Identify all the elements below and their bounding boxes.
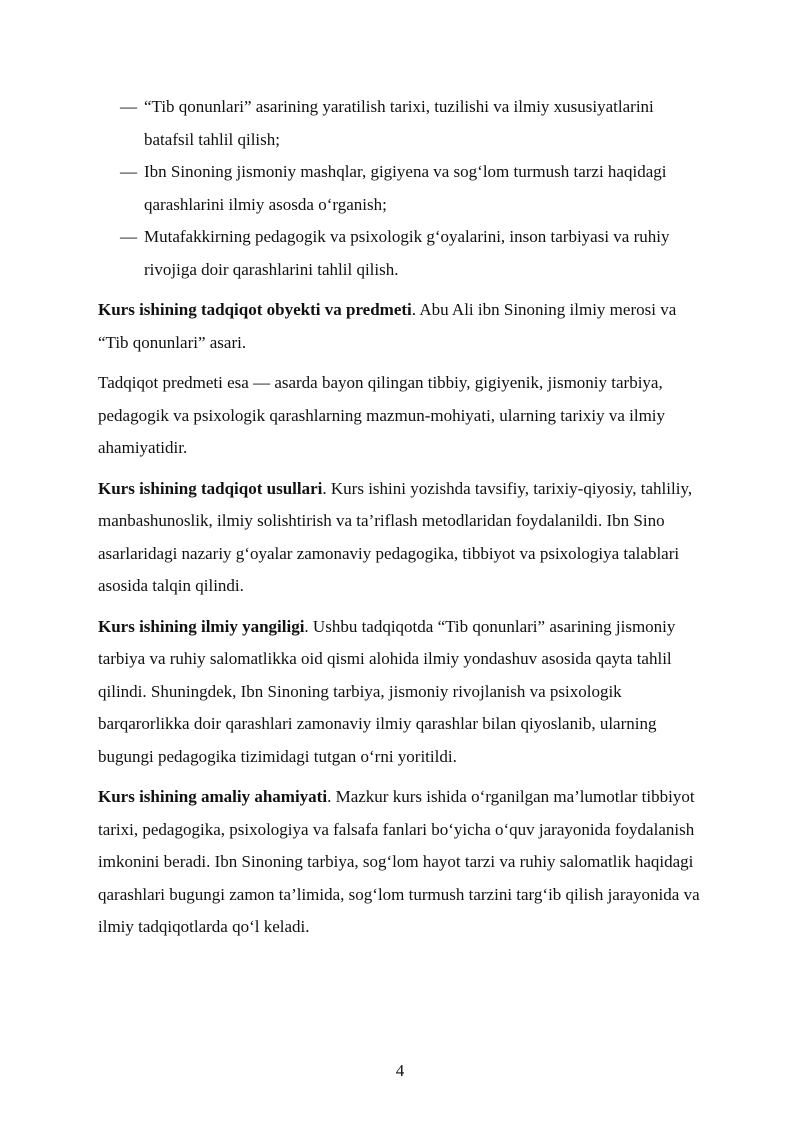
list-item-text: “Tib qonunlari” asarining yaratilish tarixi, tuzilishi va ilmiy xususiyatlarini batafsil tahlil qilish; xyxy=(144,97,654,149)
list-item-text: Ibn Sinoning jismoniy mashqlar, gigiyena va sog‘lom turmush tarzi haqidagi qarashlarini ilmiy asosda o‘rganish; xyxy=(144,162,667,214)
novelty-heading: Kurs ishining ilmiy yangiligi xyxy=(98,616,305,636)
page-number: 4 xyxy=(395,1061,405,1080)
list-item-text: Mutafakkirning pedagogik va psixologik g‘oyalarini, inson tarbiyasi va ruhiy rivojiga doir qarashlarini tahlil qilish. xyxy=(144,227,670,279)
practical-heading: Kurs ishining amaliy ahamiyati xyxy=(98,787,328,806)
list-item xyxy=(120,156,708,221)
list-item xyxy=(120,91,708,156)
practical-text: . Mazkur kurs ishida o‘rganilgan ma’lumotlar tibbiyot tarixi, pedagogika, psixologiya va falsafa fanlari bo‘yicha o‘quv jarayonida foydalanish imkonini beradi. Ibn Sinoning tarbiya, sog‘lom hayot tarzi va ruhiy salomatlik haqidagi qarashlari bugungi zamon ta’limida, sog‘lom turmush tarzini targ‘ib qilish jarayonida va ilmiy tadqiqotlarda qo‘l keladi. xyxy=(98,787,700,936)
object-heading: Kurs ishining tadqiqot obyekti va predmeti xyxy=(98,300,412,319)
object-text: . Abu Ali ibn Sinoning ilmiy merosi va “Tib qonunlari” asari. xyxy=(98,300,677,352)
methods-heading: Kurs ishining tadqiqot usullari xyxy=(98,478,323,498)
methods-text: . Kurs ishini yozishda tavsifiy, tarixiy-qiyosiy, tahliliy, manbashunoslik, ilmiy solishtirish va ta’riflash metodlaridan foydalanildi. Ibn Sino asarlaridagi nazariy g‘oyalar zamonaviy pedagogika, tibbiyot va psixologiya talablari asosida talqin qilindi. xyxy=(98,478,693,595)
methods-paragraph xyxy=(98,473,708,603)
list-dash: — xyxy=(120,227,137,246)
objectives-list xyxy=(120,91,708,286)
practical-paragraph xyxy=(98,781,708,944)
document-page xyxy=(98,91,708,944)
subject-text: Tadqiqot predmeti esa — asarda bayon qilingan tibbiy, gigiyenik, jismoniy tarbiya, pedagogik va psixologik qarashlarning mazmun-mohiyati, ularning tarixiy va ilmiy ahamiyatidir. xyxy=(98,373,666,457)
novelty-text: . Ushbu tadqiqotda “Tib qonunlari” asarining jismoniy tarbiya va ruhiy salomatlikka oid qismi alohida ilmiy yondashuv asosida qayta tahlil qilindi. Shuningdek, Ibn Sinoning tarbiya, jismoniy rivojlanish va psixologik barqarorlikka doir qarashlari zamonaviy ilmiy qarashlar bilan qiyoslanib, ularning bugungi pedagogika tizimidagi tutgan o‘rni yoritildi. xyxy=(98,616,676,766)
object-paragraph xyxy=(98,294,708,359)
novelty-paragraph xyxy=(98,611,708,774)
list-item xyxy=(120,221,708,286)
list-dash: — xyxy=(120,97,137,116)
list-dash: — xyxy=(120,162,137,181)
subject-paragraph xyxy=(98,367,708,465)
